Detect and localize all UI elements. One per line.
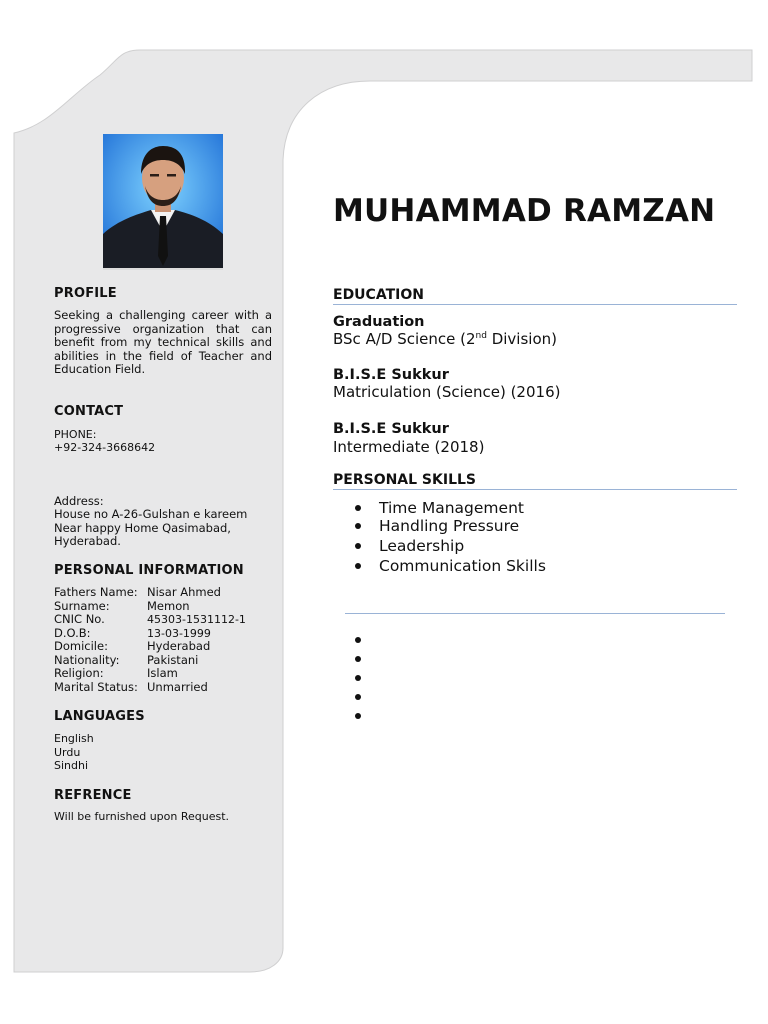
education-entry-heading: B.I.S.E Sukkur [333,367,449,383]
skill-label: Time Management [379,499,524,517]
language-item: Urdu [54,746,81,759]
degree-superscript: nd [475,331,487,341]
address-line: House no A-26-Gulshan e kareem [54,507,248,521]
info-value: Unmarried [147,679,208,694]
skills-rule [333,489,737,490]
personal-info-row [54,613,272,627]
education-entry-heading: Graduation [333,314,425,330]
bullet-icon [355,713,361,719]
education-entry-heading: B.I.S.E Sukkur [333,421,449,437]
info-key: Marital Status: [54,679,138,694]
bullet-icon [355,675,361,681]
bullet-icon [355,656,361,662]
personal-info-row [54,640,272,654]
personal-info-row [54,667,272,681]
info-key: Domicile: [54,639,108,653]
address-label: Address: [54,494,104,508]
languages-heading: LANGUAGES [54,709,145,724]
info-value: Nisar Ahmed [147,585,221,599]
address-line: Near happy Home Qasimabad, [54,521,231,535]
education-heading: EDUCATION [333,287,424,303]
language-item: Sindhi [54,759,89,772]
degree-division: Division) [486,330,557,348]
skills-heading: PERSONAL SKILLS [333,472,477,488]
divider-rule [345,613,725,614]
bullet-icon [355,694,361,700]
profile-photo [103,134,223,270]
profile-text: Seeking a challenging career with a progressive organization that can benefit from my technical skills and abilities in the field of Teacher and Education Field. [54,308,272,376]
personal-info-row [54,586,272,600]
profile-heading: PROFILE [54,286,117,301]
bullet-icon [355,563,361,569]
info-key: D.O.B: [54,625,91,640]
info-value: Islam [147,666,178,680]
skill-item [355,537,464,555]
info-key: CNIC No. [54,612,105,626]
bullet-icon [355,523,361,529]
bullet-icon [355,637,361,643]
personal-info-row [54,600,272,614]
education-entry-detail [333,330,557,348]
skill-item [355,557,546,575]
info-key: Fathers Name: [54,585,138,599]
info-key: Religion: [54,666,104,680]
skill-item [355,517,519,535]
skill-label: Leadership [379,537,465,555]
phone-value: +92-324-3668642 [54,441,156,454]
personal-info-row [54,681,272,695]
reference-heading: REFRENCE [54,788,132,803]
language-item: English [54,732,94,745]
skill-item [355,499,524,517]
degree-text: BSc A/D Science (2 [333,330,476,348]
reference-text: Will be furnished upon Request. [54,810,230,823]
info-value: 13-03-1999 [147,626,211,640]
personal-info-row [54,627,272,641]
info-key: Nationality: [54,652,120,667]
info-value: Memon [147,598,190,613]
phone-label: PHONE: [54,428,97,441]
bullet-icon [355,543,361,549]
education-rule [333,304,737,305]
info-key: Surname: [54,598,110,613]
education-entry-detail: Matriculation (Science) (2016) [333,383,561,401]
personal-info-row [54,654,272,668]
personal-info-heading: PERSONAL INFORMATION [54,563,244,578]
skill-label: Communication Skills [379,557,546,575]
info-value: Hyderabad [147,639,211,653]
info-value: Pakistani [147,652,199,667]
address-line: Hyderabad. [54,534,121,548]
info-value: 45303-1531112-1 [147,613,246,626]
bullet-icon [355,505,361,511]
contact-heading: CONTACT [54,404,124,419]
candidate-name: MUHAMMAD RAMZAN [333,193,716,229]
education-entry-detail: Intermediate (2018) [333,438,485,456]
skill-label: Handling Pressure [379,517,520,535]
personal-info-table [54,586,272,694]
